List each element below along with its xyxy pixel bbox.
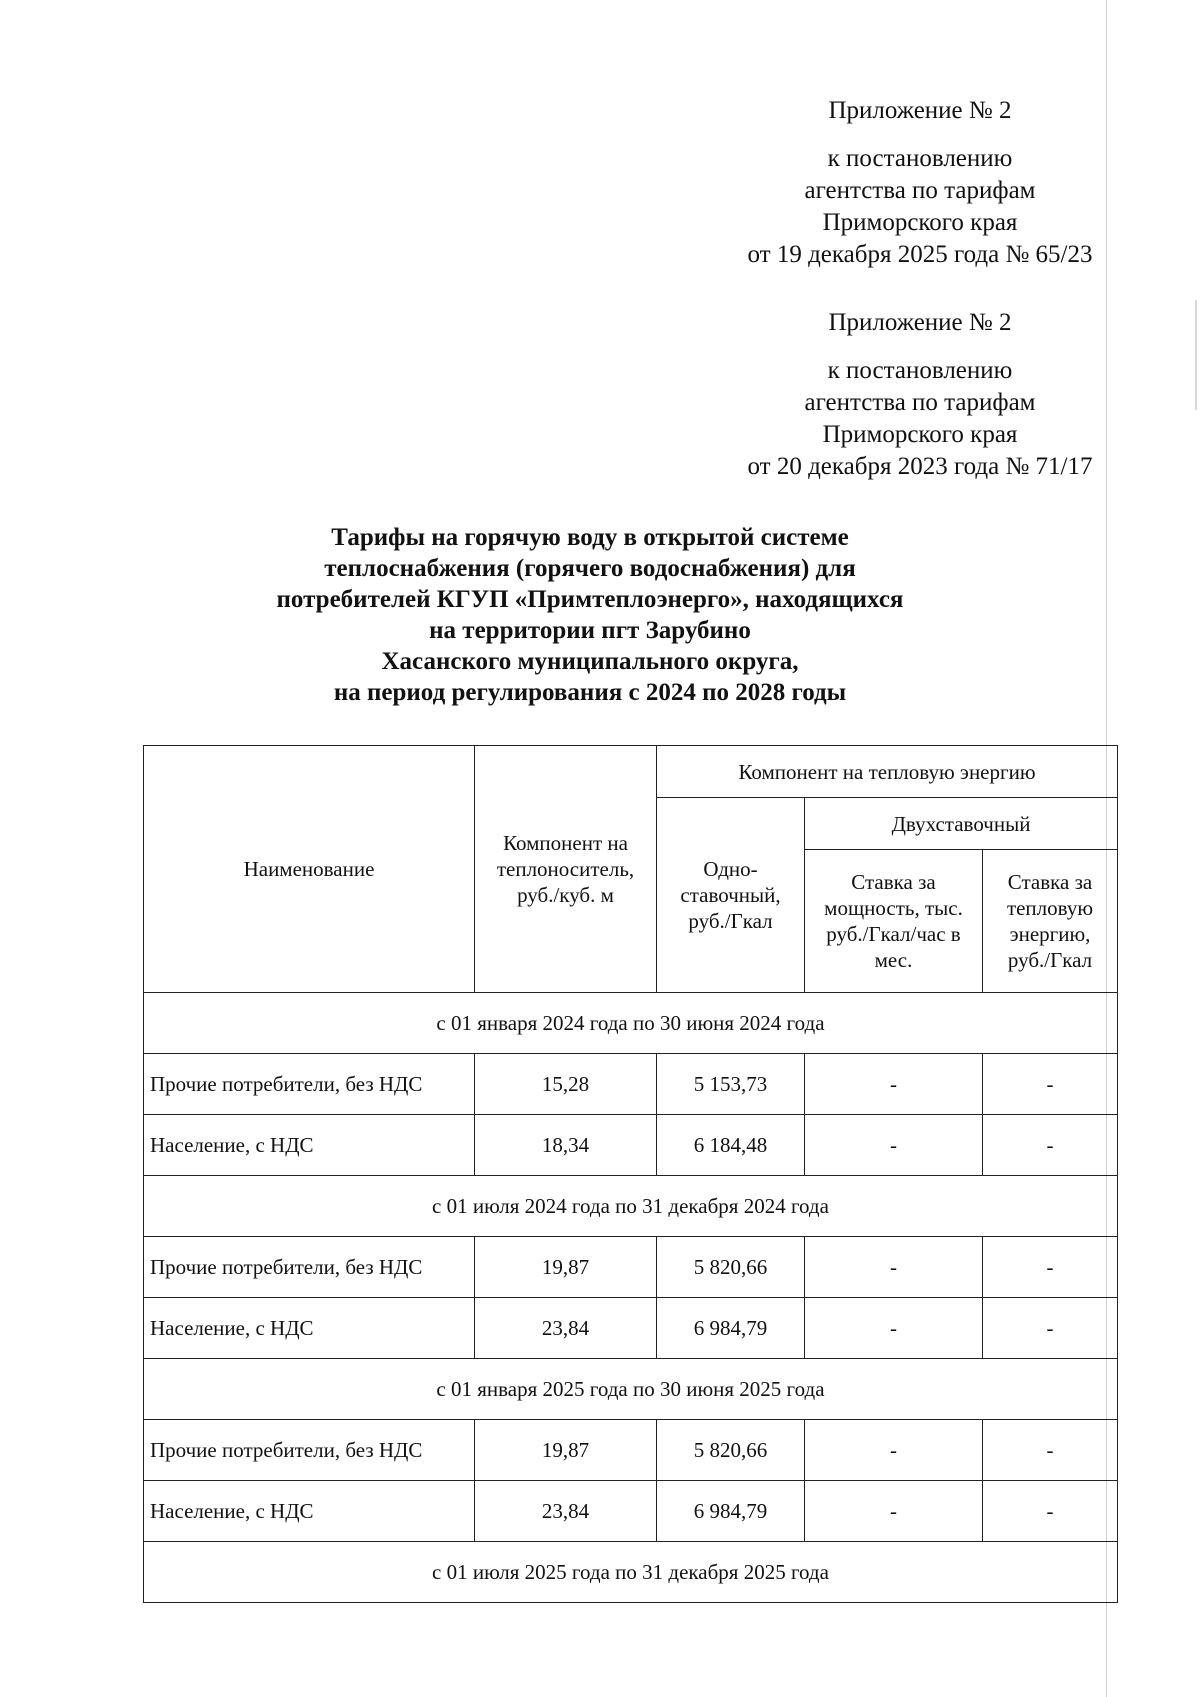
cell-name: Население, с НДС — [144, 1298, 475, 1359]
cell-energy-rate: - — [983, 1054, 1118, 1115]
cell-carrier: 19,87 — [475, 1420, 657, 1481]
title-line: на период регулирования с 2024 по 2028 годы — [333, 679, 847, 706]
period-row — [144, 1176, 1118, 1237]
cell-carrier: 23,84 — [475, 1481, 657, 1542]
period-label: с 01 июля 2025 года по 31 декабря 2025 года — [144, 1542, 1118, 1603]
cell-single-rate: 6 984,79 — [657, 1298, 805, 1359]
header-capacity-rate: Ставка за мощность, тыс. руб./Гкал/час в мес. — [805, 850, 983, 993]
cell-name: Прочие потребители, без НДС — [144, 1237, 475, 1298]
cell-carrier: 19,87 — [475, 1237, 657, 1298]
header-name: Наименование — [144, 746, 475, 993]
cell-name: Население, с НДС — [144, 1115, 475, 1176]
period-row — [144, 1542, 1118, 1603]
period-label: с 01 января 2024 года по 30 июня 2024 года — [144, 993, 1118, 1054]
appendix-line: Приморского края — [822, 421, 1018, 448]
cell-single-rate: 5 820,66 — [657, 1237, 805, 1298]
title-line: Тарифы на горячую воду в открытой системе — [331, 524, 849, 551]
header-energy-rate: Ставка за тепловую энергию, руб./Гкал — [983, 850, 1118, 993]
title-line: Хасанского муниципального округа, — [381, 648, 799, 675]
cell-capacity-rate: - — [805, 1115, 983, 1176]
table-row — [144, 1481, 1118, 1542]
cell-energy-rate: - — [983, 1420, 1118, 1481]
period-row — [144, 993, 1118, 1054]
cell-capacity-rate: - — [805, 1298, 983, 1359]
cell-single-rate: 5 153,73 — [657, 1054, 805, 1115]
table-row — [144, 1237, 1118, 1298]
table-row — [144, 1420, 1118, 1481]
appendix-line: к постановлению — [827, 145, 1013, 172]
document-title — [240, 522, 940, 708]
cell-capacity-rate: - — [805, 1420, 983, 1481]
appendix-number: Приложение № 2 — [828, 309, 1012, 336]
cell-energy-rate: - — [983, 1298, 1118, 1359]
title-line: потребителей КГУП «Примтеплоэнерго», находящихся — [276, 586, 904, 613]
cell-capacity-rate: - — [805, 1054, 983, 1115]
appendix-date-line: от 20 декабря 2023 года № 71/17 — [747, 453, 1093, 480]
cell-carrier: 18,34 — [475, 1115, 657, 1176]
cell-name: Население, с НДС — [144, 1481, 475, 1542]
period-row — [144, 1359, 1118, 1420]
header-two-rate: Двухставочный — [805, 798, 1118, 850]
table-row — [144, 1298, 1118, 1359]
cell-capacity-rate: - — [805, 1237, 983, 1298]
appendix-line: к постановлению — [827, 357, 1013, 384]
cell-single-rate: 5 820,66 — [657, 1420, 805, 1481]
appendix-current — [700, 95, 1140, 271]
cell-energy-rate: - — [983, 1237, 1118, 1298]
cell-energy-rate: - — [983, 1115, 1118, 1176]
cell-carrier: 15,28 — [475, 1054, 657, 1115]
appendix-original — [700, 307, 1140, 483]
header-single-rate: Одно-ставочный, руб./Гкал — [657, 798, 805, 993]
appendix-line: Приморского края — [822, 209, 1018, 236]
cell-single-rate: 6 984,79 — [657, 1481, 805, 1542]
cell-capacity-rate: - — [805, 1481, 983, 1542]
cell-carrier: 23,84 — [475, 1298, 657, 1359]
scan-edge-mark — [1195, 300, 1197, 410]
cell-name: Прочие потребители, без НДС — [144, 1054, 475, 1115]
header-carrier-component: Компонент на теплоноситель, руб./куб. м — [475, 746, 657, 993]
cell-name: Прочие потребители, без НДС — [144, 1420, 475, 1481]
period-label: с 01 июля 2024 года по 31 декабря 2024 года — [144, 1176, 1118, 1237]
title-line: теплоснабжения (горячего водоснабжения) для — [324, 555, 856, 582]
period-label: с 01 января 2025 года по 30 июня 2025 года — [144, 1359, 1118, 1420]
cell-energy-rate: - — [983, 1481, 1118, 1542]
appendix-number: Приложение № 2 — [828, 97, 1012, 124]
tariff-table — [143, 745, 1118, 1603]
title-line: на территории пгт Зарубино — [429, 617, 751, 644]
appendix-line: агентства по тарифам — [804, 389, 1036, 416]
table-row — [144, 1115, 1118, 1176]
header-row — [144, 746, 1118, 798]
table-row — [144, 1054, 1118, 1115]
cell-single-rate: 6 184,48 — [657, 1115, 805, 1176]
appendix-date-line: от 19 декабря 2025 года № 65/23 — [747, 241, 1093, 268]
header-thermal-component: Компонент на тепловую энергию — [657, 746, 1118, 798]
appendix-line: агентства по тарифам — [804, 177, 1036, 204]
